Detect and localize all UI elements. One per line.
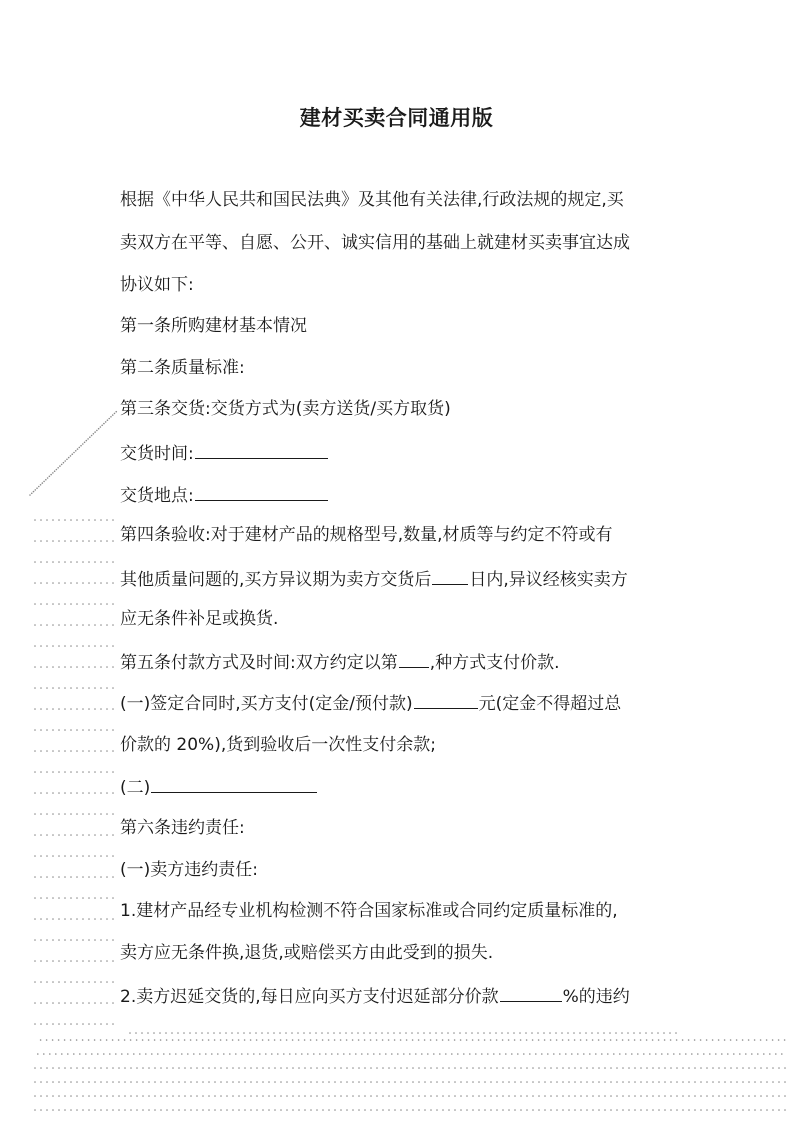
article-heading [120,314,307,338]
body-line [120,231,630,255]
body-line [120,733,436,757]
text-segment: %的违约 [562,987,630,1007]
text-segment: 1.建材产品经专业机构检测不符合国家标准或合同约定质量标准的, [120,901,618,921]
article-heading [120,356,245,380]
body-line [120,607,278,631]
body-line [120,188,624,212]
article-heading [120,649,560,673]
body-line [120,774,318,798]
text-segment: (一)卖方违约责任: [120,860,258,880]
fill-in-blank [151,774,317,793]
body-line [120,983,630,1007]
fill-in-blank [195,482,328,501]
text-segment: 2.卖方迟延交货的,每日应向买方支付迟延部分价款 [120,987,499,1007]
fill-in-blank [432,566,468,585]
text-segment: (二) [120,778,151,798]
body-line [120,440,329,464]
body-line [120,566,628,590]
fill-in-blank [500,983,562,1002]
text-segment: 第六条违约责任: [120,818,245,838]
text-segment: ,种方式支付价款. [429,653,560,673]
text-segment: 交货地点: [120,486,194,506]
body-line [120,482,329,506]
text-segment: 第四条验收:对于建材产品的规格型号,数量,材质等与约定不符或有 [120,525,613,545]
body-line [120,899,618,923]
body-line [120,690,621,714]
text-segment: 协议如下: [120,275,194,295]
article-heading [120,816,245,840]
fill-in-blank [399,649,429,668]
text-segment: 根据《中华人民共和国民法典》及其他有关法律,行政法规的规定,买 [120,190,624,210]
body-line [120,273,194,297]
text-segment: 卖双方在平等、自愿、公开、诚实信用的基础上就建材买卖事宜达成 [120,233,630,253]
body-line [120,941,493,965]
text-segment: 其他质量问题的,买方异议期为卖方交货后 [120,570,432,590]
body-line [120,858,258,882]
text-segment: 交货时间: [120,444,194,464]
document-title: 建材买卖合同通用版 [299,106,494,130]
article-heading [120,397,451,421]
text-segment: 应无条件补足或换货. [120,609,279,629]
text-segment: 卖方应无条件换,退货,或赔偿买方由此受到的损失. [120,943,494,963]
text-segment: 价款的 20%),货到验收后一次性支付余款; [120,735,436,755]
article-heading [120,523,613,547]
text-segment: 日内,异议经核实卖方 [469,570,628,590]
text-segment: 第一条所购建材基本情况 [120,316,307,336]
text-segment: 第五条付款方式及时间:双方约定以第 [120,653,398,673]
text-segment: 元(定金不得超过总 [478,694,622,714]
text-segment: (一)签定合同时,买方支付(定金/预付款) [120,694,413,714]
fill-in-blank [195,440,328,459]
fill-in-blank [414,690,478,709]
text-segment: 第二条质量标准: [120,358,245,378]
text-segment: 第三条交货:交货方式为(卖方送货/买方取货) [120,399,451,419]
